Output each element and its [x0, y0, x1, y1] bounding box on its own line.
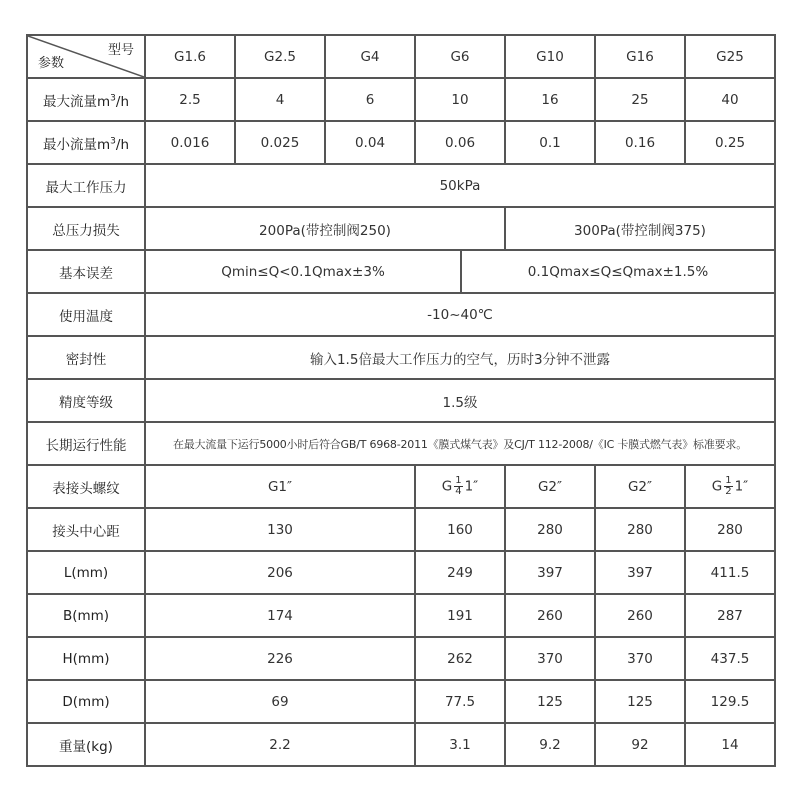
fraction — [454, 476, 462, 497]
table-cell: 280 — [595, 508, 685, 551]
model-header: G1.6 — [145, 35, 235, 78]
table-cell: 4 — [235, 78, 325, 121]
table-cell: 280 — [505, 508, 595, 551]
table-cell: 130 — [145, 508, 415, 551]
table-cell: 0.1 — [505, 121, 595, 164]
table-cell: 3.1 — [415, 723, 505, 766]
spec-table — [26, 34, 776, 767]
fraction-denominator: 4 — [455, 486, 462, 497]
table-cell: G2″ — [505, 465, 595, 508]
table-cell: G1″ — [145, 465, 415, 508]
table-cell: G2″ — [595, 465, 685, 508]
table-cell: 260 — [595, 594, 685, 637]
row-label: 长期运行性能 — [27, 422, 145, 465]
table-cell: 125 — [505, 680, 595, 723]
model-header: G4 — [325, 35, 415, 78]
basic-error-split-cell — [145, 250, 775, 293]
fraction-numerator: 1 — [455, 475, 462, 486]
model-header: G16 — [595, 35, 685, 78]
row-label: H(mm) — [27, 637, 145, 680]
table-cell: 262 — [415, 637, 505, 680]
pressure-loss-row — [27, 207, 775, 250]
table-cell: 0.1Qmax≤Q≤Qmax±1.5% — [527, 263, 709, 280]
table-cell: 0.16 — [595, 121, 685, 164]
d-row — [27, 680, 775, 723]
table-cell: 2.5 — [145, 78, 235, 121]
table-cell: 50kPa — [145, 164, 775, 207]
fraction — [724, 476, 732, 497]
unit-exponent: 3 — [110, 136, 116, 146]
table-cell: 0.04 — [325, 121, 415, 164]
table-cell: 370 — [505, 637, 595, 680]
unit-text: m — [97, 136, 111, 153]
table-cell: 40 — [685, 78, 775, 121]
row-label: 接头中心距 — [27, 508, 145, 551]
table-cell: 287 — [685, 594, 775, 637]
model-header: G10 — [505, 35, 595, 78]
table-cell: 300Pa(带控制阀375) — [505, 207, 775, 250]
model-header: G6 — [415, 35, 505, 78]
unit-text: m — [97, 93, 111, 110]
sealing-row — [27, 336, 775, 379]
thread-prefix: G — [711, 478, 723, 495]
basic-error-row — [27, 250, 775, 293]
max-pressure-row — [27, 164, 775, 207]
table-cell: 397 — [505, 551, 595, 594]
table-cell: 2.2 — [145, 723, 415, 766]
h-row — [27, 637, 775, 680]
model-header: G25 — [685, 35, 775, 78]
table-cell: 0.25 — [685, 121, 775, 164]
weight-row — [27, 723, 775, 766]
table-cell: 160 — [415, 508, 505, 551]
center-distance-row — [27, 508, 775, 551]
table-cell: 370 — [595, 637, 685, 680]
row-label-text: 最大流量 — [43, 93, 97, 110]
table-cell: 206 — [145, 551, 415, 594]
header-corner-cell — [27, 35, 145, 78]
model-header: G2.5 — [235, 35, 325, 78]
table-cell: 14 — [685, 723, 775, 766]
row-label: 密封性 — [27, 336, 145, 379]
fraction-denominator: 2 — [725, 486, 732, 497]
table-cell: 92 — [595, 723, 685, 766]
table-cell: 69 — [145, 680, 415, 723]
max-flow-row — [27, 78, 775, 121]
header-row — [27, 35, 775, 78]
thread-suffix: 1″ — [734, 478, 749, 495]
table-cell: 77.5 — [415, 680, 505, 723]
min-flow-row — [27, 121, 775, 164]
long-term-row — [27, 422, 775, 465]
table-cell: 0.06 — [415, 121, 505, 164]
row-label: 使用温度 — [27, 293, 145, 336]
fraction-numerator: 1 — [725, 475, 732, 486]
table-cell — [685, 465, 775, 508]
row-label — [27, 78, 145, 121]
table-cell: 129.5 — [685, 680, 775, 723]
thread-suffix: 1″ — [464, 478, 479, 495]
table-cell: 437.5 — [685, 637, 775, 680]
table-cell: 260 — [505, 594, 595, 637]
unit-exponent: 3 — [110, 93, 116, 103]
row-label: L(mm) — [27, 551, 145, 594]
table-cell: 397 — [595, 551, 685, 594]
table-cell: 249 — [415, 551, 505, 594]
table-cell: 16 — [505, 78, 595, 121]
row-label: 重量(kg) — [27, 723, 145, 766]
thread-prefix: G — [441, 478, 453, 495]
table-cell: 200Pa(带控制阀250) — [145, 207, 505, 250]
table-cell: 25 — [595, 78, 685, 121]
row-label: 表接头螺纹 — [27, 465, 145, 508]
thread-row — [27, 465, 775, 508]
table-cell: 0.025 — [235, 121, 325, 164]
row-label — [27, 121, 145, 164]
table-cell: 在最大流量下运行5000小时后符合GB/T 6968-2011《膜式煤气表》及CJ/T 112-2008/《IC 卡膜式燃气表》标准要求。 — [145, 422, 775, 465]
table-cell: Qmin≤Q<0.1Qmax±3% — [146, 251, 462, 292]
table-cell: 411.5 — [685, 551, 775, 594]
b-row — [27, 594, 775, 637]
table-cell: -10~40℃ — [145, 293, 775, 336]
l-row — [27, 551, 775, 594]
table-cell: 1.5级 — [145, 379, 775, 422]
row-label: 基本误差 — [27, 250, 145, 293]
table-cell: 191 — [415, 594, 505, 637]
row-label: 精度等级 — [27, 379, 145, 422]
row-label: D(mm) — [27, 680, 145, 723]
table-cell: 9.2 — [505, 723, 595, 766]
table-cell: 10 — [415, 78, 505, 121]
row-label-text: 最小流量 — [43, 136, 97, 153]
corner-param-label: 参数 — [38, 56, 65, 71]
row-label: 总压力损失 — [27, 207, 145, 250]
table-cell: 输入1.5倍最大工作压力的空气，历时3分钟不泄露 — [145, 336, 775, 379]
row-label: B(mm) — [27, 594, 145, 637]
table-cell: 0.016 — [145, 121, 235, 164]
table-cell: 174 — [145, 594, 415, 637]
unit-text: /h — [115, 136, 129, 153]
row-label: 最大工作压力 — [27, 164, 145, 207]
table-cell: 125 — [595, 680, 685, 723]
table-cell: 280 — [685, 508, 775, 551]
corner-model-label: 型号 — [107, 43, 134, 58]
unit-text: /h — [115, 93, 129, 110]
temperature-row — [27, 293, 775, 336]
accuracy-row — [27, 379, 775, 422]
table-cell: 226 — [145, 637, 415, 680]
table-cell — [415, 465, 505, 508]
table-cell: 6 — [325, 78, 415, 121]
